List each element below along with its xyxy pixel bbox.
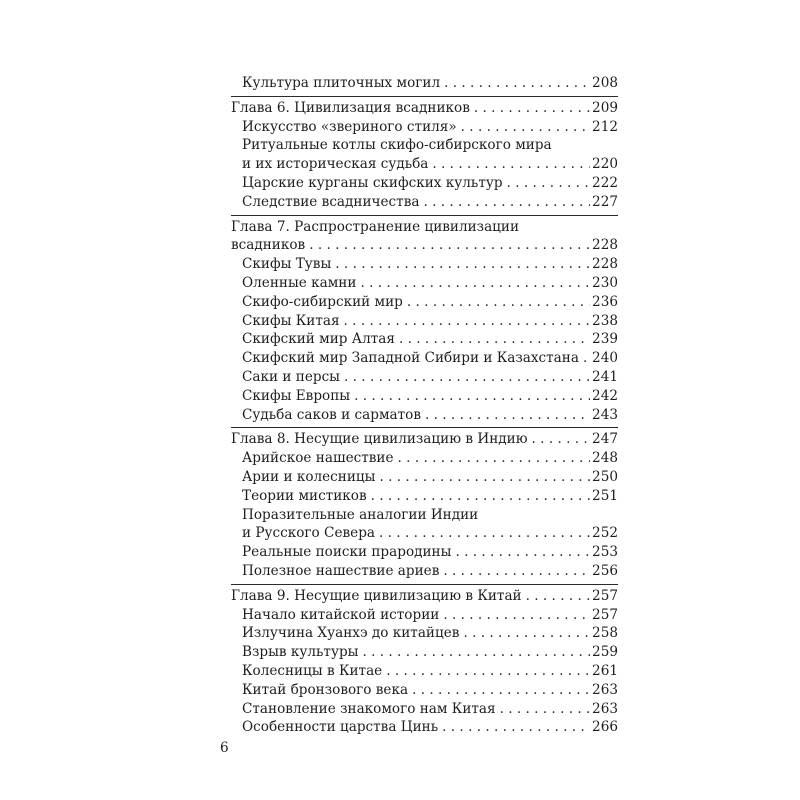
toc-page-number: 248 xyxy=(592,450,618,467)
dot-leader xyxy=(419,193,590,212)
toc-page-number: 220 xyxy=(592,156,618,173)
toc-section xyxy=(231,700,618,719)
toc-page-number: 251 xyxy=(592,487,618,504)
toc-page-number: 261 xyxy=(592,662,618,679)
dot-leader xyxy=(457,118,590,137)
dot-leader xyxy=(440,74,590,93)
toc-section xyxy=(231,487,618,506)
toc-section xyxy=(231,662,618,681)
toc-title: Скифы Тувы xyxy=(242,256,332,273)
toc-title: и Русского Севера xyxy=(242,525,376,542)
toc-section xyxy=(231,606,618,625)
toc-page-number: 266 xyxy=(592,719,618,736)
toc-chapter xyxy=(231,215,618,256)
toc-title: Становление знакомого нам Китая xyxy=(242,700,496,717)
toc-title: Арийское нашествие xyxy=(242,450,394,467)
toc-title: Полезное нашествие ариев xyxy=(242,562,440,579)
toc-title: Оленные камни xyxy=(242,274,357,291)
toc-page-number: 239 xyxy=(592,331,618,348)
toc-title: Теории мистиков xyxy=(242,487,367,504)
toc-section xyxy=(231,193,618,212)
toc-page-number: 240 xyxy=(592,350,618,367)
toc-page-number: 263 xyxy=(592,681,618,698)
toc-page-number: 228 xyxy=(592,256,618,273)
toc-section xyxy=(231,293,618,312)
toc-title: Излучина Хуанхэ до китайцев xyxy=(242,625,460,642)
toc-section xyxy=(231,136,618,174)
toc-title: Глава 9. Несущие цивилизацию в Китай xyxy=(231,587,522,604)
toc-page-number: 243 xyxy=(592,406,618,423)
toc-page-number: 259 xyxy=(592,644,618,661)
dot-leader xyxy=(403,293,590,312)
toc-page-number: 258 xyxy=(592,625,618,642)
toc-section xyxy=(231,643,618,662)
dot-leader xyxy=(496,700,590,719)
toc-section xyxy=(231,387,618,406)
toc-title: Глава 8. Несущие цивилизацию в Индию xyxy=(231,431,528,448)
toc-title: Колесницы в Китае xyxy=(242,662,383,679)
toc-page-number: 242 xyxy=(592,387,618,404)
toc-title: Глава 6. Цивилизация всадников xyxy=(231,99,470,116)
toc-section xyxy=(231,562,618,581)
toc-chapter xyxy=(231,96,618,118)
dot-leader xyxy=(438,718,590,737)
toc-page-number: 222 xyxy=(592,174,618,191)
toc-title: Скифо-сибирский мир xyxy=(242,293,403,310)
dot-leader xyxy=(421,406,590,425)
dot-leader xyxy=(394,449,591,468)
toc-title: Арии и колесницы xyxy=(242,468,376,485)
dot-leader xyxy=(340,368,590,387)
toc-section xyxy=(231,543,618,562)
toc-page-number: 256 xyxy=(592,562,618,579)
dot-leader xyxy=(358,643,590,662)
toc-section xyxy=(231,449,618,468)
page-number: 6 xyxy=(220,740,229,756)
toc-section xyxy=(231,349,618,368)
toc-section xyxy=(231,118,618,137)
toc-section xyxy=(231,681,618,700)
toc-title-first-line: Ритуальные котлы скифо-сибирского мира xyxy=(242,137,552,154)
toc-page-number: 230 xyxy=(592,274,618,291)
dot-leader xyxy=(503,174,591,193)
toc-title: Следствие всадничества xyxy=(242,193,420,210)
toc-section xyxy=(231,406,618,425)
toc-section xyxy=(231,718,618,737)
toc-title: Скифы Европы xyxy=(242,387,351,404)
toc-title: Культура плиточных могил xyxy=(242,75,441,91)
toc-title: Царские курганы скифских культур xyxy=(242,174,503,191)
dot-leader xyxy=(367,487,590,506)
toc-title: и их историческая судьба xyxy=(242,156,429,173)
dot-leader xyxy=(428,155,590,174)
dot-leader xyxy=(375,524,590,543)
toc-title: Скифский мир Алтая xyxy=(242,331,395,348)
toc-page-number: 252 xyxy=(592,525,618,542)
toc-page-number: 208 xyxy=(592,75,618,91)
toc-title: Скифский мир Западной Сибири и Казахстана xyxy=(242,350,579,367)
toc-page-number: 236 xyxy=(592,293,618,310)
toc-page-number: 238 xyxy=(592,312,618,329)
toc-title: Взрыв культуры xyxy=(242,644,359,661)
toc-page-number: 263 xyxy=(592,700,618,717)
dot-leader xyxy=(305,236,590,255)
dot-leader xyxy=(382,662,590,681)
toc-title: Скифы Китая xyxy=(242,312,340,329)
dot-leader xyxy=(579,349,590,368)
toc-chapter xyxy=(231,427,618,449)
toc-chapter xyxy=(231,584,618,606)
toc-section xyxy=(231,624,618,643)
dot-leader xyxy=(375,468,590,487)
toc-title: Начало китайской истории xyxy=(242,606,440,623)
toc-page-number: 241 xyxy=(592,368,618,385)
dot-leader xyxy=(439,562,590,581)
toc-section xyxy=(231,312,618,331)
dot-leader xyxy=(340,312,591,331)
dot-leader xyxy=(356,274,590,293)
toc-title: всадников xyxy=(231,237,306,254)
toc-page-number: 257 xyxy=(592,587,618,604)
dot-leader xyxy=(451,543,590,562)
toc-page-number: 247 xyxy=(592,431,618,448)
dot-leader xyxy=(528,430,591,449)
toc-title-first-line: Поразительные аналогии Индии xyxy=(242,506,479,523)
dot-leader xyxy=(350,387,590,406)
table-of-contents xyxy=(231,74,618,737)
toc-page-number: 228 xyxy=(592,237,618,254)
dot-leader xyxy=(331,255,590,274)
toc-title: Особенности царства Цинь xyxy=(242,719,439,736)
toc-page-number: 253 xyxy=(592,544,618,561)
toc-title: Саки и персы xyxy=(242,368,341,385)
toc-section xyxy=(231,368,618,387)
toc-page-number: 209 xyxy=(592,99,618,116)
toc-title: Китай бронзового века xyxy=(242,681,409,698)
toc-page-number: 257 xyxy=(592,606,618,623)
toc-title: Реальные поиски прародины xyxy=(242,544,452,561)
toc-section xyxy=(231,468,618,487)
dot-leader xyxy=(459,624,590,643)
toc-page-number: 250 xyxy=(592,468,618,485)
toc-section xyxy=(231,174,618,193)
toc-section xyxy=(231,274,618,293)
toc-page-number: 227 xyxy=(592,193,618,210)
toc-section xyxy=(231,255,618,274)
dot-leader xyxy=(408,681,590,700)
dot-leader xyxy=(470,99,590,118)
toc-section xyxy=(231,506,618,544)
dot-leader xyxy=(439,606,590,625)
toc-title: Судьба саков и сарматов xyxy=(242,406,421,423)
dot-leader xyxy=(395,330,590,349)
toc-section xyxy=(231,74,618,93)
dot-leader xyxy=(522,587,590,606)
toc-title-first-line: Глава 7. Распространение цивилизации xyxy=(231,218,520,235)
toc-page-number: 212 xyxy=(592,118,618,135)
toc-section xyxy=(231,330,618,349)
toc-title: Искусство «звериного стиля» xyxy=(242,118,457,135)
